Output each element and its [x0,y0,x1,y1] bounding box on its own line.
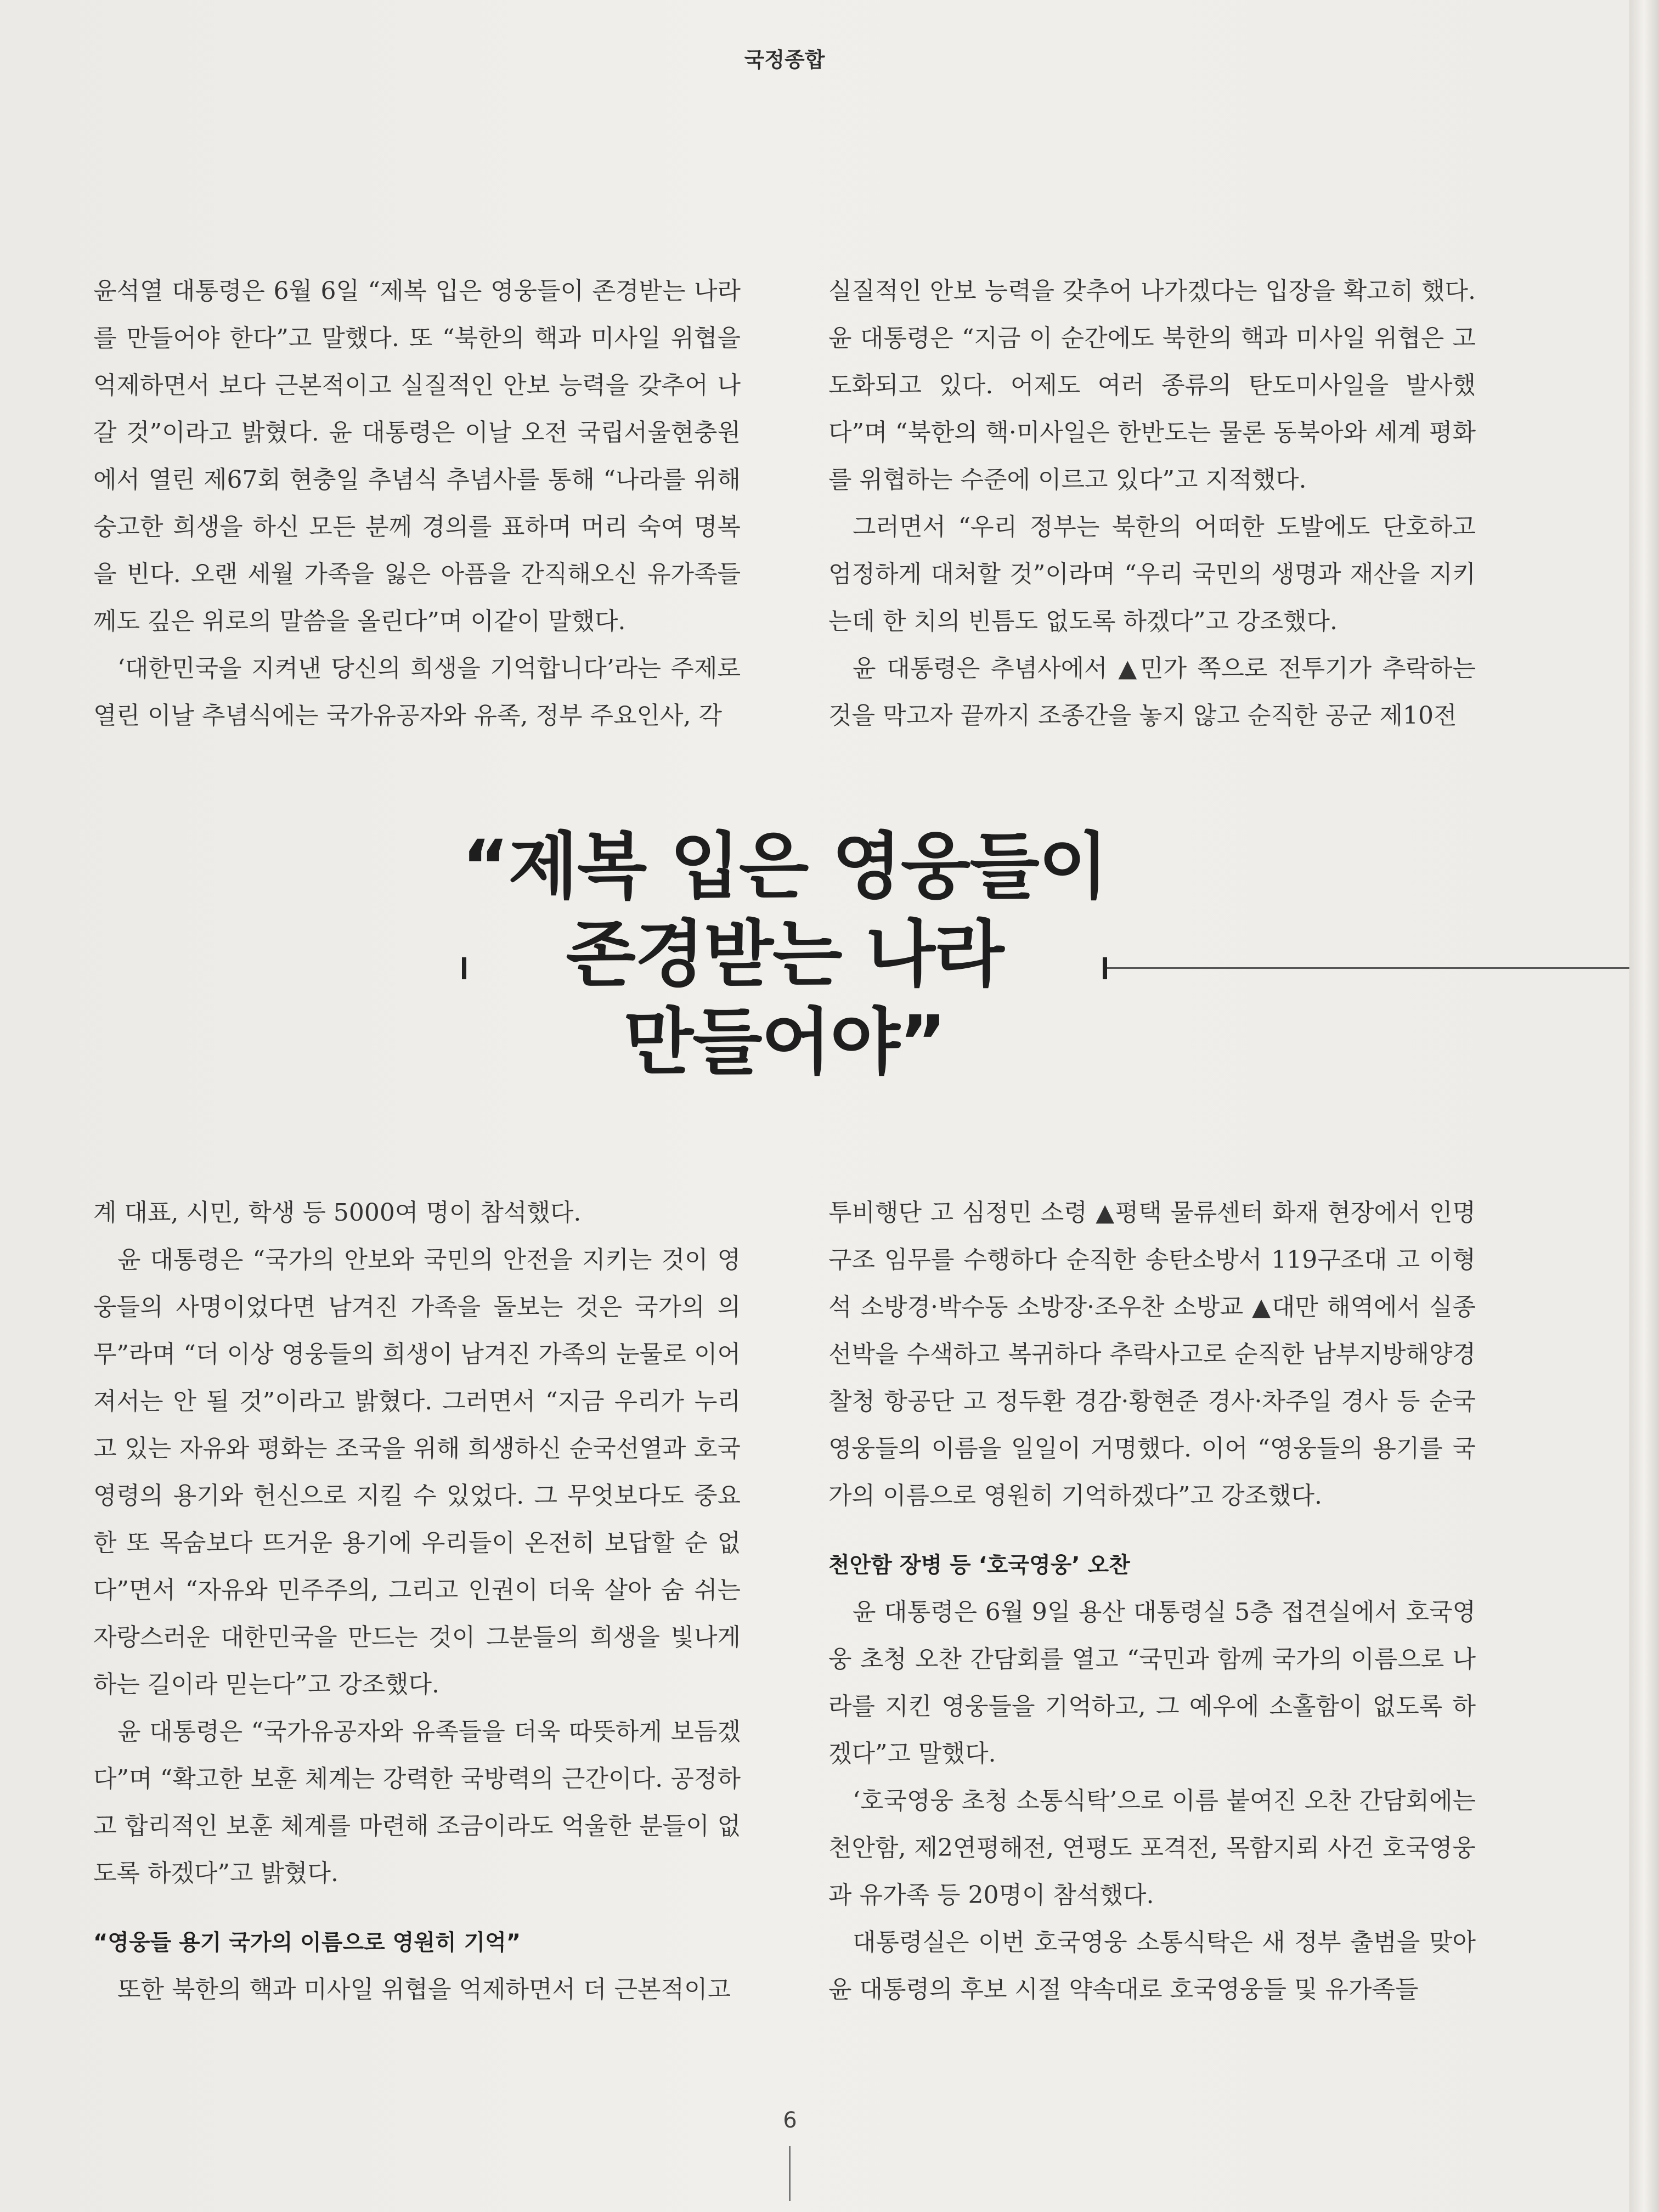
quote-bar-left [462,957,466,979]
paragraph: 윤 대통령은 “국가의 안보와 국민의 안전을 지키는 것이 영웅들의 사명이었다면 남겨진 가족을 돌보는 것은 국가의 의무”라며 “더 이상 영웅들의 희생이 남겨진 가족의 눈물로 이어져서는 안 될 것”이라고 밝혔다. 그러면서 “지금 우리가 누리고 있는 자유와 평화는 조국을 위해 희생하신 순국선열과 호국영령의 용기와 헌신으로 지킬 수 있었다. 그 무엇보다도 중요한 또 목숨보다 뜨거운 용기에 우리들이 온전히 보답할 순 없다”면서 “자유와 민주주의, 그리고 인권이 더욱 살아 숨 쉬는 자랑스러운 대한민국을 만드는 것이 그분들의 희생을 빛나게 하는 길이라 믿는다”고 강조했다. [93,1246,741,1699]
page-fold-edge [1629,0,1659,2212]
paragraph: 그러면서 “우리 정부는 북한의 어떠한 도발에도 단호하고 엄정하게 대처할 것”이라며 “우리 국민의 생명과 재산을 지키는데 한 치의 빈틈도 없도록 하겠다”고 강조했다. [828,513,1476,635]
subheading: “영웅들 용기 국가의 이름으로 영원히 기억” [93,1930,521,1955]
paragraph: 윤석열 대통령은 6월 6일 “제복 입은 영웅들이 존경받는 나라를 만들어야 한다”고 말했다. 또 “북한의 핵과 미사일 위협을 억제하면서 보다 근본적이고 실질적인 안보 능력을 갖추어 나갈 것”이라고 밝혔다. 윤 대통령은 이날 오전 국립서울현충원에서 열린 제67회 현충일 추념식 추념사를 통해 “나라를 위해 숭고한 희생을 하신 모든 분께 경의를 표하며 머리 숙여 명복을 빈다. 오랜 세월 가족을 잃은 아픔을 간직해오신 유가족들께도 깊은 위로의 말씀을 올린다”며 이같이 말했다. [93,277,741,635]
page-tick [789,2146,791,2201]
paragraph: 윤 대통령은 “국가유공자와 유족들을 더욱 따뜻하게 보듬겠다”며 “확고한 보훈 체계는 강력한 국방력의 근간이다. 공정하고 합리적인 보훈 체계를 마련해 조금이라도 억울한 분들이 없도록 하겠다”고 밝혔다. [93,1718,741,1887]
column-top-left [93,268,741,740]
quote-bar-right [1103,957,1107,979]
column-bottom-left [93,1189,741,2013]
paragraph: 계 대표, 시민, 학생 등 5000여 명이 참석했다. [93,1199,582,1227]
paragraph: ‘호국영웅 초청 소통식탁’으로 이름 붙여진 오찬 간담회에는 천안함, 제2연평해전, 연평도 포격전, 목함지뢰 사건 호국영웅과 유가족 등 20명이 참석했다. [828,1787,1476,1909]
paragraph: 투비행단 고 심정민 소령 ▲평택 물류센터 화재 현장에서 인명구조 임무를 수행하다 순직한 송탄소방서 119구조대 고 이형석 소방경·박수동 소방장·조우찬 소방교 ▲대만 해역에서 실종 선박을 수색하고 복귀하다 추락사고로 순직한 남부지방해양경찰청 항공단 고 정두환 경감·황현준 경사·차주일 경사 등 순국 영웅들의 이름을 일일이 거명했다. 이어 “영웅들의 용기를 국가의 이름으로 영원히 기억하겠다”고 강조했다. [828,1199,1476,1510]
divider-rule [1107,967,1629,969]
column-bottom-right [828,1189,1476,2013]
paragraph: 대통령실은 이번 호국영웅 소통식탁은 새 정부 출범을 맞아 윤 대통령의 후보 시절 약속대로 호국영웅들 및 유가족들 [828,1928,1476,2004]
column-top-right [828,268,1476,740]
pull-quote [0,823,1569,1086]
paragraph: 윤 대통령은 추념사에서 ▲민가 쪽으로 전투기가 추락하는 것을 막고자 끝까지 조종간을 놓지 않고 순직한 공군 제10전 [828,654,1476,730]
section-header: 국정종합 [744,48,825,72]
subheading: 천안함 장병 등 ‘호국영웅’ 오찬 [828,1553,1130,1578]
pull-quote-line: “제복 입은 영웅들이 [461,825,1108,909]
paragraph: ‘대한민국을 지켜낸 당신의 희생을 기억합니다’라는 주제로 열린 이날 추념식에는 국가유공자와 유족, 정부 주요인사, 각 [93,654,741,730]
pull-quote-line: 만들어야” [623,1000,946,1085]
page-number: 6 [783,2108,797,2133]
paragraph: 윤 대통령은 6월 9일 용산 대통령실 5층 접견실에서 호국영웅 초청 오찬 간담회를 열고 “국민과 함께 국가의 이름으로 나라를 지킨 영웅들을 기억하고, 그 예우에 소홀함이 없도록 하겠다”고 말했다. [828,1598,1476,1768]
paragraph: 실질적인 안보 능력을 갖추어 나가겠다는 입장을 확고히 했다. 윤 대통령은 “지금 이 순간에도 북한의 핵과 미사일 위협은 고도화되고 있다. 어제도 여러 종류의 탄도미사일을 발사했다”며 “북한의 핵·미사일은 한반도는 물론 동북아와 세계 평화를 위협하는 수준에 이르고 있다”고 지적했다. [828,277,1476,494]
paragraph: 또한 북한의 핵과 미사일 위협을 억제하면서 더 근본적이고 [117,1976,731,2004]
pull-quote-line: 존경받는 나라 [566,912,1003,997]
